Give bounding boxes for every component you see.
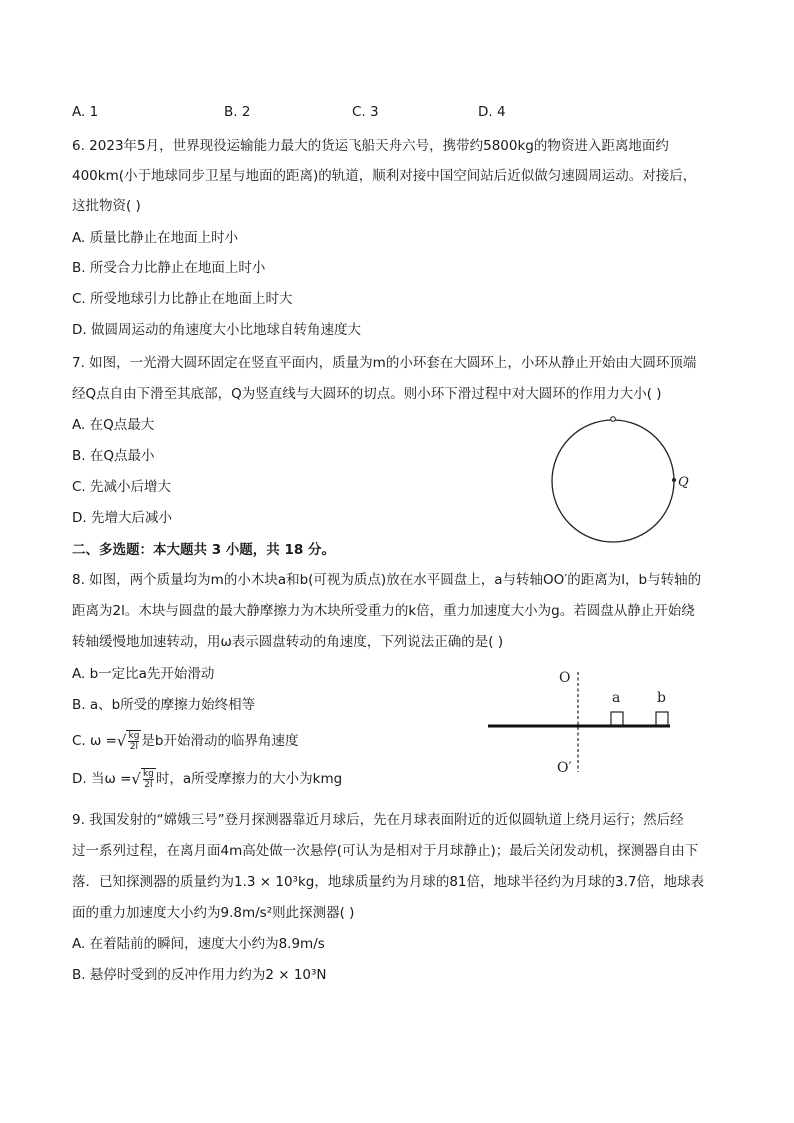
q9-option-a: A. 在着陆前的瞬间，速度大小约为8.9m/s bbox=[72, 936, 325, 952]
small-ring-top bbox=[611, 417, 616, 422]
q9-stem-line-4: 面的重力加速度大小约为9.8m/s²则此探测器( ) bbox=[72, 905, 355, 921]
axis-label-o-prime: O′ bbox=[557, 760, 572, 776]
q9-stem-line-2: 过一系列过程，在离月面4m高处做一次悬停(可认为是相对于月球静止)；最后关闭发动机，探测器自由下 bbox=[72, 843, 699, 859]
point-q-label: Q bbox=[678, 475, 689, 490]
q6-stem-line-2: 400km(小于地球同步卫星与地面的距离)的轨道，顺利对接中国空间站后近似做匀速圆周运动。对接后， bbox=[72, 168, 697, 184]
q6-option-a: A. 质量比静止在地面上时小 bbox=[72, 230, 239, 246]
q7-option-a: A. 在Q点最大 bbox=[72, 417, 155, 433]
q8-option-d-prefix: D. 当ω = bbox=[72, 771, 132, 787]
fraction-numerator: kg bbox=[128, 731, 140, 741]
q7-stem-line-2: 经Q点自由下滑至其底部，Q为竖直线与大圆环的切点。则小环下滑过程中对大圆环的作用力大小( ) bbox=[72, 386, 662, 402]
sqrt-fraction bbox=[141, 768, 156, 790]
point-q-dot bbox=[672, 478, 676, 482]
q6-stem-line-1: 6. 2023年5月，世界现役运输能力最大的货运飞船天舟六号，携带约5800kg的物资进入距离地面约 bbox=[72, 138, 669, 154]
fraction-denominator: 2l bbox=[144, 780, 153, 790]
q8-disk-figure bbox=[484, 664, 684, 780]
q8-stem-line-1: 8. 如图，两个质量均为m的小木块a和b(可视为质点)放在水平圆盘上，a与转轴OO′的距离为l，b与转轴的 bbox=[72, 572, 702, 588]
q6-option-d: D. 做圆周运动的角速度大小比地球自转角速度大 bbox=[72, 322, 361, 338]
q7-option-b: B. 在Q点最小 bbox=[72, 448, 155, 464]
q8-option-d-suffix: 时，a所受摩擦力的大小为kmg bbox=[155, 771, 343, 787]
q6-option-c: C. 所受地球引力比静止在地面上时大 bbox=[72, 291, 293, 307]
q8-option-c-prefix: C. ω = bbox=[72, 733, 117, 749]
q8-option-c bbox=[72, 730, 299, 752]
q7-ring-figure bbox=[545, 408, 705, 544]
q5-option-d: D. 4 bbox=[478, 104, 506, 120]
block-b-label: b bbox=[657, 690, 666, 706]
q6-stem-line-3: 这批物资( ) bbox=[72, 198, 141, 214]
q8-stem-line-2: 距离为2l。木块与圆盘的最大静摩擦力为木块所受重力的k倍，重力加速度大小为g。若圆盘从静止开始绕 bbox=[72, 603, 695, 619]
q7-option-d: D. 先增大后减小 bbox=[72, 510, 172, 526]
q6-option-b: B. 所受合力比静止在地面上时小 bbox=[72, 260, 266, 276]
q8-option-b: B. a、b所受的摩擦力始终相等 bbox=[72, 697, 256, 713]
sqrt-fraction bbox=[126, 730, 141, 752]
block-b bbox=[656, 712, 668, 725]
axis-label-o: O bbox=[559, 670, 571, 686]
q9-stem-line-3: 落．已知探测器的质量约为1.3 × 10³kg，地球质量约为月球的81倍，地球半径约为月球的3.7倍，地球表 bbox=[72, 874, 704, 890]
q8-option-a: A. b一定比a先开始滑动 bbox=[72, 666, 215, 682]
fraction-denominator: 2l bbox=[129, 742, 139, 752]
q9-option-b: B. 悬停时受到的反冲作用力约为2 × 10³N bbox=[72, 967, 327, 983]
q8-option-d bbox=[72, 768, 342, 790]
q7-stem-line-1: 7. 如图，一光滑大圆环固定在竖直平面内，质量为m的小环套在大圆环上，小环从静止开始由大圆环顶端 bbox=[72, 355, 697, 371]
sqrt-radical: √ bbox=[131, 770, 141, 788]
block-a-label: a bbox=[612, 690, 621, 706]
sqrt-radical: √ bbox=[116, 732, 127, 750]
q9-stem-line-1: 9. 我国发射的“嫦娥三号”登月探测器靠近月球后，先在月球表面附近的近似圆轨道上绕月运行；然后经 bbox=[72, 812, 684, 828]
q5-option-c: C. 3 bbox=[352, 104, 379, 120]
section-multiple-choice-heading: 二、多选题：本大题共 3 小题，共 18 分。 bbox=[72, 542, 335, 558]
q8-stem-line-3: 转轴缓慢地加速转动，用ω表示圆盘转动的角速度，下列说法正确的是( ) bbox=[72, 634, 504, 650]
block-a bbox=[611, 712, 623, 725]
q7-option-c: C. 先减小后增大 bbox=[72, 479, 172, 495]
fraction-numerator: kg bbox=[142, 769, 154, 779]
q8-option-c-suffix: 是b开始滑动的临界角速度 bbox=[141, 733, 299, 749]
big-ring bbox=[552, 420, 674, 542]
q5-option-a: A. 1 bbox=[72, 104, 99, 120]
q5-option-b: B. 2 bbox=[224, 104, 251, 120]
